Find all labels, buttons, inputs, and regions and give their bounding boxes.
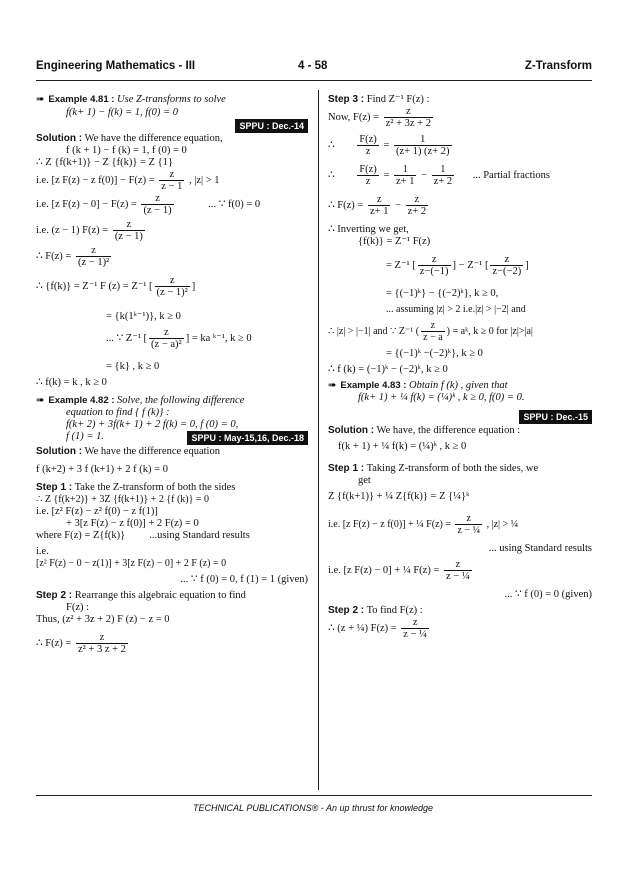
eq-line: ∴ $\frac{F(z)}{z}$ = $\frac{1}{(z+ 1) (z+ 2)}$ <box>328 134 450 157</box>
exam-badge: SPPU : May-15,16, Dec.-18 <box>187 431 308 445</box>
arrow-icon: ➠ <box>328 380 337 391</box>
example-4-82-equation: f (1) = 1. <box>66 431 104 442</box>
fraction: $\frac{z}{(z - 1)}$ <box>114 219 143 242</box>
fraction: $\frac{F(z)}{z}$ <box>359 164 377 187</box>
eq-line: [z² F(z) − 0 − z(1)] + 3[z F(z) − 0] + 2 F (z) = 0 <box>36 558 227 569</box>
eq-line: ∴ |z| > |−1| and ∵ Z⁻¹ ( $\frac{z}{z - a}$ ) = aᵏ, k ≥ 0 for |z|>|a| <box>328 320 533 343</box>
solution-line: Solution : We have the difference equation, <box>36 133 223 144</box>
eq-line: Z {f(k+1)} + ¼ Z{f(k)} = Z {¼}ᵏ <box>328 491 470 502</box>
fraction: $\frac{z}{z-(-2)}$ <box>492 254 522 277</box>
page-number: 4 - 58 <box>298 60 328 72</box>
eq-line: i.e. [z F(z) − z f(0)] − F(z) = $\frac{z}{z - 1}$ , |z| > 1 <box>36 169 220 192</box>
fraction: $\frac{z}{\text{z − ¼}}$ <box>457 513 481 536</box>
step-line: Step 3 : Find Z⁻¹ F(z) : <box>328 94 430 105</box>
left-column <box>36 94 308 656</box>
eq-line: f(k + 1) + ¼ f(k) = (¼)ᵏ , k ≥ 0 <box>338 441 467 452</box>
eq-line: Thus, (z² + 3z + 2) F (z) − z = 0 <box>36 614 170 625</box>
eq-line: = {k(1ᵏ⁻¹)}, k ≥ 0 <box>106 311 181 322</box>
step-line: get <box>358 475 371 486</box>
eq-line: ∴ (z + ¼) F(z) = $\frac{z}{\text{z − ¼}}$ <box>328 617 428 640</box>
eq-line: ∴ F(z) = $\frac{z}{\text{z² + 3 z + 2}}$ <box>36 632 126 655</box>
step-line: Step 2 : Rearrange this algebraic equation to find <box>36 590 246 601</box>
fraction: $\frac{1}{z+ 2}$ <box>433 164 453 187</box>
eq-line: i.e. [z F(z) − 0] − F(z) = $\frac{z}{(z - 1)}$ ... ∵ f(0) = 0 <box>36 193 261 216</box>
column-divider <box>318 90 319 790</box>
eq-line: = {(−1)ᵏ −(−2)ᵏ}, k ≥ 0 <box>386 348 483 359</box>
fraction: $\frac{z}{z+ 1}$ <box>369 194 389 217</box>
arrow-icon: ➠ <box>36 94 45 105</box>
example-4-83-heading: ➠ Example 4.83 : Obtain f (k) , given that <box>328 380 508 391</box>
page-header <box>36 60 592 78</box>
step-line: Step 1 : Take the Z-transform of both the sides <box>36 482 236 493</box>
eq-line: ∴ F(z) = $\frac{z}{z+ 1}$ − $\frac{z}{z+ 2}$ <box>328 194 427 217</box>
header-rule <box>36 80 592 81</box>
fraction: $\frac{z}{\text{(z − 1)²}}$ <box>156 275 188 298</box>
fraction: $\frac{z}{\text{z² + 3z + 2}}$ <box>385 106 431 129</box>
arrow-icon: ➠ <box>36 395 45 406</box>
eq-line: ∴ Z {f(k+2)} + 3Z {f(k+1)} + 2 {f (k)} = 0 <box>36 494 210 505</box>
example-4-81-equation: f(k+ 1) − f(k) = 1, f(0) = 0 <box>66 107 179 118</box>
fraction: $\frac{1}{(z+ 1) (z+ 2)}$ <box>395 134 450 157</box>
eq-line: + 3[z F(z) − z f(0)] + 2 F(z) = 0 <box>66 518 199 529</box>
eq-line: ... ∵ f (0) = 0, f (1) = 1 (given) <box>180 574 308 585</box>
eq-line: Now, F(z) = $\frac{z}{\text{z² + 3z + 2}}$ <box>328 106 431 129</box>
eq-line: ∴ {f(k)} = Z⁻¹ F (z) = Z⁻¹ [ $\frac{z}{\text{(z − 1)²}}$ ] <box>36 275 196 298</box>
fraction: $\frac{z}{\text{(z − a)²}}$ <box>151 327 182 350</box>
eq-line: ... ∵ Z⁻¹ [ $\frac{z}{\text{(z − a)²}}$ ] = ka ᵏ⁻¹, k ≥ 0 <box>106 327 252 350</box>
fraction: $\frac{z}{z - 1}$ <box>161 169 183 192</box>
eq-line: i.e. [z² F(z) − z² f(0) − z f(1)] <box>36 506 158 517</box>
eq-line: = {(−1)ᵏ} − {(−2)ᵏ}, k ≥ 0, <box>386 288 499 299</box>
eq-line: i.e. (z − 1) F(z) = $\frac{z}{(z - 1)}$ <box>36 219 143 242</box>
eq-line: ∴ F(z) = $\frac{z}{\text{(z − 1)²}}$ <box>36 245 110 268</box>
right-column <box>328 94 592 645</box>
eq-line: where F(z) = Z{f(k)} ...using Standard results <box>36 530 250 541</box>
exam-badge: SPPU : Dec.-14 <box>235 119 308 133</box>
eq-line: i.e. [z F(z) − 0] + ¼ F(z) = $\frac{z}{\text{z − ¼}}$ <box>328 559 470 582</box>
step-line: F(z) : <box>66 602 90 613</box>
eq-line: ∴ Z {f(k+1)} − Z {f(k)} = Z {1} <box>36 157 173 168</box>
eq-line: = Z⁻¹ [ $\frac{z}{z-(-1)}$ ] − Z⁻¹ [ $\frac{z}{z-(-2)}$ ] <box>386 254 529 277</box>
footer-text: TECHNICAL PUBLICATIONS® - An up thrust for knowledge <box>192 803 434 813</box>
eq-line: f (k + 1) − f (k) = 1, f (0) = 0 <box>66 145 187 156</box>
exam-badge: SPPU : Dec.-15 <box>519 410 592 424</box>
example-4-83-equation: f(k+ 1) + ¼ f(k) = (¼)ᵏ , k ≥ 0, f(0) = 0. <box>358 392 525 403</box>
fraction: $\frac{z}{\text{z² + 3 z + 2}}$ <box>77 632 126 655</box>
eq-line: ∴ f (k) = (−1)ᵏ − (−2)ᵏ, k ≥ 0 <box>328 364 448 375</box>
fraction: $\frac{z}{\text{z − ¼}}$ <box>445 559 470 582</box>
fraction: $\frac{z}{(z - 1)}$ <box>143 193 172 216</box>
example-4-82-heading: ➠ Example 4.82 : Solve, the following difference <box>36 395 245 406</box>
fraction: $\frac{z}{\text{z − ¼}}$ <box>403 617 428 640</box>
eq-line: i.e. [z F(z) − z f(0)] + ¼ F(z) = $\frac{z}{\text{z − ¼}}$ , |z| > ¼ <box>328 513 519 536</box>
step-line: Step 1 : Taking Z-transform of both the sides, we <box>328 463 539 474</box>
step-line: Step 2 : To find F(z) : <box>328 605 423 616</box>
solution-line: Solution : We have, the difference equation : <box>328 425 521 436</box>
fraction: $\frac{z}{z-(-1)}$ <box>419 254 449 277</box>
eq-line: ∴ f(k) = k , k ≥ 0 <box>36 377 107 388</box>
fraction: $\frac{1}{z+ 1}$ <box>395 164 415 187</box>
eq-line: ... ∵ f (0) = 0 (given) <box>504 589 592 600</box>
book-title: Engineering Mathematics - III <box>36 60 196 72</box>
chapter-title: Z-Transform <box>524 60 592 72</box>
eq-line: = {k} , k ≥ 0 <box>106 361 160 372</box>
eq-line: ... assuming |z| > 2 i.e.|z| > |−2| and <box>386 304 526 315</box>
text-line: ∴ Inverting we get, <box>328 224 409 235</box>
example-4-81-heading: ➠ Example 4.81 : Use Z-transforms to solve <box>36 94 226 105</box>
example-4-82-text: equation to find { f (k)} : <box>66 407 170 418</box>
solution-line: Solution : We have the difference equation <box>36 446 220 457</box>
fraction: $\frac{z}{z - a}$ <box>423 320 443 343</box>
eq-line: ∴ $\frac{F(z)}{z}$ = $\frac{1}{z+ 1}$ − $\frac{1}{z+ 2}$ ... Partial fractions <box>328 164 550 187</box>
eq-line: i.e. <box>36 546 49 557</box>
eq-line: ... using Standard results <box>488 543 592 554</box>
eq-line: {f(k)} = Z⁻¹ F(z) <box>358 236 431 247</box>
eq-line: f (k+2) + 3 f (k+1) + 2 f (k) = 0 <box>36 464 168 475</box>
fraction: $\frac{F(z)}{z}$ <box>359 134 377 157</box>
fraction: $\frac{z}{\text{(z − 1)²}}$ <box>77 245 110 268</box>
footer-rule <box>36 795 592 796</box>
fraction: $\frac{z}{z+ 2}$ <box>407 194 427 217</box>
example-4-82-equation: f(k+ 2) + 3f(k+ 1) + 2 f(k) = 0, f (0) = 0, <box>66 419 239 430</box>
